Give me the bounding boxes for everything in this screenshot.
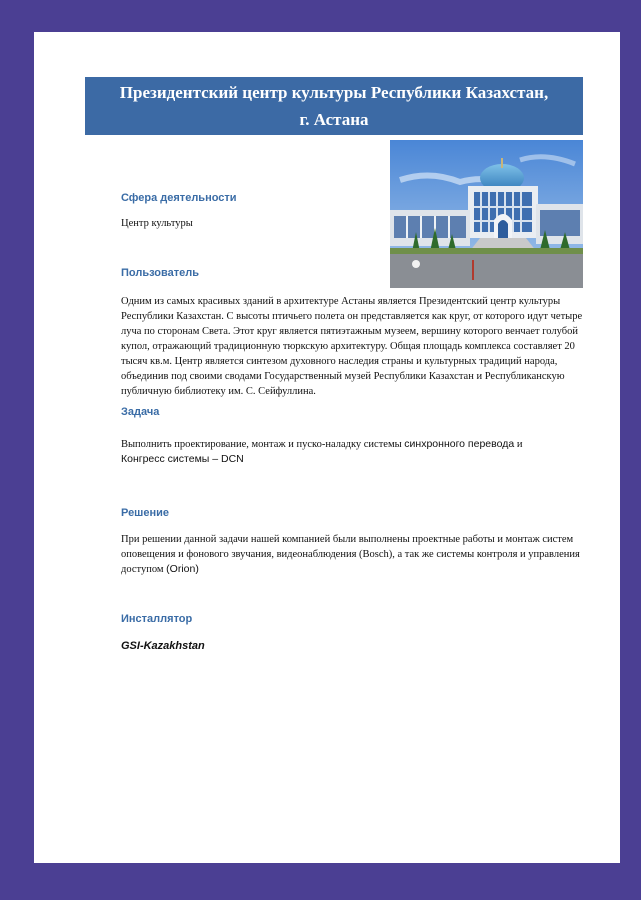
building-illustration <box>390 140 583 288</box>
task-text-part3: и <box>514 439 523 450</box>
task-text <box>121 437 591 467</box>
installer-name: GSI-Kazakhstan <box>121 640 205 652</box>
task-heading: Задача <box>121 406 160 418</box>
activity-heading: Сфера деятельности <box>121 192 237 204</box>
solution-heading: Решение <box>121 507 169 519</box>
installer-heading: Инсталлятор <box>121 613 193 625</box>
title-banner <box>85 77 583 135</box>
building-photo <box>390 140 583 288</box>
solution-text-part1: При решении данной задачи нашей компанией были выполнены проектные работы и монтаж систем оповещения и фонового звучания, видеонаблюдения (Bosch), а так же системы контроля и управления доступом <box>121 534 580 575</box>
solution-text-part2: (Orion) <box>166 563 199 575</box>
title-line-1: Президентский центр культуры Республики Казахстан, <box>119 83 549 102</box>
title-line-2: г. Астана <box>299 110 369 129</box>
task-text-part1: Выполнить проектирование, монтаж и пуско-наладку системы <box>121 439 405 450</box>
user-heading: Пользователь <box>121 267 200 279</box>
solution-text <box>121 532 591 577</box>
task-text-part4: Конгресс системы – DCN <box>121 453 244 465</box>
activity-text: Центр культуры <box>121 218 193 229</box>
task-text-part2: синхронного перевода <box>404 438 515 450</box>
user-text: Одним из самых красивых зданий в архитектуре Астаны является Президентский центр культуры Республики Казахстан. С высоты птичьего полета он представляется как круг, от которого идут четыре луча по сторонам Света. Этот круг является пятиэтажным музеем, вершину которого венчает голубой купол, отражающий традиционную тюркскую архитектуру. Общая площадь комплекса составляет 20 тысяч кв.м. Центр является синтезом духовного наследия страны и культурных традиций народа, объединив под своими сводами Государственный музей Республики Казахстан и Республиканскую публичную библиотеку им. С. Сейфуллина. <box>121 296 583 397</box>
document-page <box>34 32 620 863</box>
